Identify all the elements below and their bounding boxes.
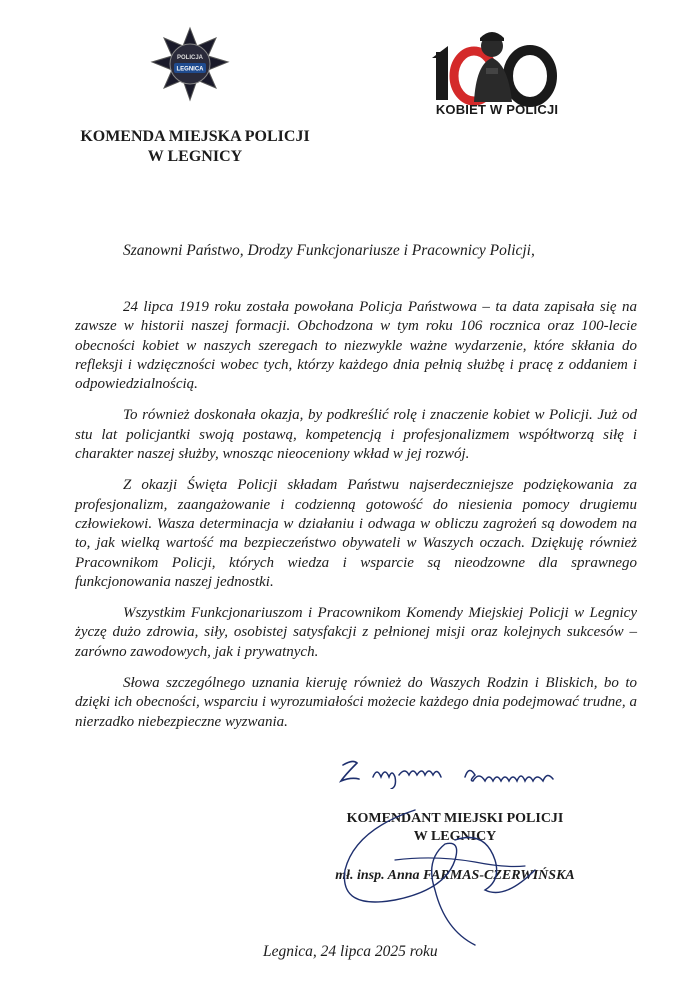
organization-header <box>60 127 330 167</box>
paragraph: Z okazji Święta Policji składam Państwu najserdeczniejsze podziękowania za profesjonalizm, zaangażowanie i codzienną gotowość do niesienia pomocy drugiemu człowiekowi. Wasza determinacja w działaniu i odwaga w obliczu zagrożeń są dowodem na to, jak wielką wartość ma bezpieczeństwo obywateli w Waszych oczach. Dziękuję również Pracownikom Policji, których wiedza i wsparcie są nieodzowne dla sprawnego funkcjonowania naszej jednostki. <box>75 477 637 590</box>
police-star-badge-logo <box>150 26 230 102</box>
badge-top-text: POLICJA <box>176 55 204 61</box>
place-and-date: Legnica, 24 lipca 2025 roku <box>263 943 438 960</box>
signatory-title-line-1: KOMENDANT MIEJSKI POLICJI <box>346 811 564 826</box>
paragraph: Wszystkim Funkcjonariuszom i Pracownikom Komendy Miejskiej Policji w Legnicy życzę dużo zdrowia, siły, osobistej satysfakcji z pełnionej misji oraz kolejnych sukcesów – zarówno zawodowych, jak i prywatnych. <box>75 605 637 660</box>
letter-body <box>75 298 637 744</box>
paragraph: Słowa szczególnego uznania kieruję również do Waszych Rodzin i Bliskich, bo to dzięki ich obecności, wsparciu i wyrozumiałości możecie każdego dnia podejmować trudne, a nierzadko niebezpieczne wyzwania. <box>75 675 637 730</box>
header-line-1: KOMENDA MIEJSKA POLICJI <box>80 128 310 145</box>
paragraph: To również doskonała okazja, by podkreślić rolę i znaczenie kobiet w Policji. Już od stu lat policjantki swoją postawą, kompetencją i profesjonalizmem współtworzą siłę i charakter naszej służby, wnosząc nieoceniony wkład w jej rozwój. <box>75 407 637 463</box>
handwritten-signature <box>335 800 555 950</box>
badge-city-text: LEGNICA <box>176 66 204 73</box>
header-line-2: W LEGNICY <box>147 148 243 165</box>
signatory-name: mł. insp. Anna FARMAS-CZERWIŃSKA <box>335 868 575 883</box>
anniversary-100-icon <box>432 32 552 102</box>
star-badge-icon <box>152 28 228 100</box>
signatory-title-line-2: W LEGNICY <box>413 829 497 844</box>
logo-caption: KOBIET W POLICJI <box>435 102 559 117</box>
salutation: Szanowni Państwo, Drodzy Funkcjonariusze i Pracownicy Policji, <box>123 242 535 259</box>
handwritten-closing <box>335 755 595 789</box>
paragraph: 24 lipca 1919 roku została powołana Policja Państwowa – ta data zapisała się na zawsze w historii naszej formacji. Obchodzona w tym roku 106 rocznica oraz 100-lecie obecności kobiet w naszych szeregach to niezwykle ważne wydarzenie, które skłania do refleksji i wdzięczności wobec tych, którzy każdego dnia pełnią służbę i pracę z oddaniem i odpowiedzialnością. <box>75 299 637 393</box>
